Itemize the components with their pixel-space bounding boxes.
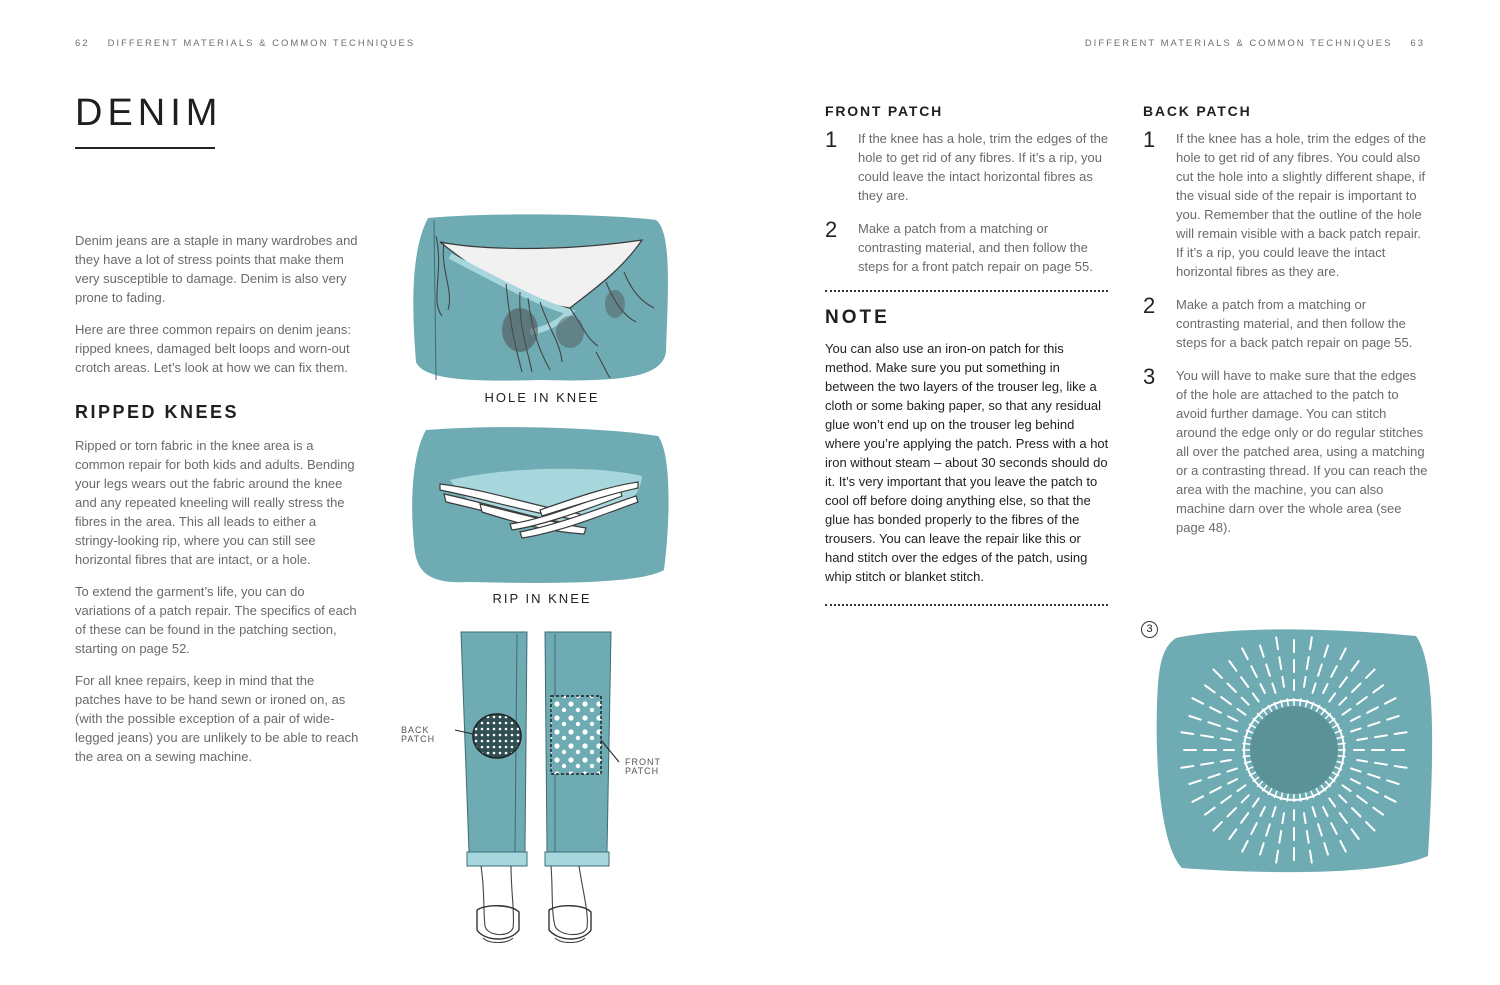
back-patch-steps	[1143, 129, 1428, 537]
intro-paragraph-1: Denim jeans are a staple in many wardrobes and they have a lot of stress points that make them very susceptible to damage. Denim is also very prone to fading.	[75, 233, 358, 305]
note-top-divider	[825, 290, 1108, 292]
note-heading: NOTE	[825, 307, 890, 328]
ripped-knees-paragraph-2: To extend the garment’s life, you can do variations of a patch repair. The specifics of each of these can be found in the patching section, starting on page 52.	[75, 584, 357, 656]
step-text: You will have to make sure that the edges of the hole are attached to the patch to avoid further damage. You can stitch around the edge only or do regular stitches all over the patched area, using a matching or a contrasting thread. If you can reach the area with the machine, you can also machine darn over the whole area (see page 48).	[1176, 368, 1428, 535]
back-patch-step	[1143, 366, 1428, 537]
front-patch-steps	[825, 129, 1110, 276]
ripped-knees-paragraph-1: Ripped or torn fabric in the knee area is a common repair for both kids and adults. Bending your legs wears out the fabric around the knee and any repeated kneeling will really stress the fibres in the area. This all leads to either a stringy-looking rip, where you can still see horizontal fibres that are intact, or a hole.	[75, 438, 355, 567]
hole-in-knee-illustration	[410, 212, 672, 384]
step-number: 3	[1143, 364, 1156, 389]
back-patch-label-line-2: PATCH	[401, 734, 436, 744]
step-number: 1	[825, 127, 838, 152]
back-patch-heading: BACK PATCH	[1143, 103, 1252, 119]
back-patch-label	[401, 726, 435, 744]
left-running-head	[57, 38, 415, 49]
jeans-patches-illustration	[455, 630, 620, 945]
back-patch-stitching-illustration	[1152, 624, 1434, 876]
step-number: 1	[1143, 127, 1156, 152]
rip-in-knee-illustration	[410, 424, 672, 586]
page-title: DENIM	[75, 92, 223, 134]
front-patch-step	[825, 219, 1110, 276]
hole-in-knee-caption: HOLE IN KNEE	[484, 390, 600, 405]
step-text: If the knee has a hole, trim the edges of the hole to get rid of any fibres. If it’s a rip, you could leave the intact horizontal fibres as they are.	[858, 131, 1109, 203]
front-patch-label-line-2: PATCH	[625, 766, 660, 776]
front-patch-column	[825, 103, 1110, 606]
running-head-text-left: DIFFERENT MATERIALS & COMMON TECHNIQUES	[107, 38, 416, 49]
step-text: Make a patch from a matching or contrasting material, and then follow the steps for a back patch repair on page 55.	[1176, 297, 1413, 350]
back-patch-label-line-1: BACK	[401, 725, 430, 735]
running-head-text-right: DIFFERENT MATERIALS & COMMON TECHNIQUES	[1084, 38, 1393, 49]
front-patch-label-line-1: FRONT	[625, 757, 661, 767]
page-number-left: 62	[75, 38, 90, 49]
ripped-knees-paragraph-3: For all knee repairs, keep in mind that the patches have to be hand sewn or ironed on, as (with the possible exception of a pair of wide-legged jeans) you are unlikely to be able to reach the area on a sewing machine.	[75, 673, 359, 764]
rip-in-knee-caption: RIP IN KNEE	[492, 591, 592, 606]
back-patch-step	[1143, 295, 1428, 352]
back-patch-step	[1143, 129, 1428, 281]
left-text-column	[75, 231, 360, 779]
note-bottom-divider	[825, 604, 1108, 606]
right-running-head	[1085, 38, 1443, 49]
step-text: Make a patch from a matching or contrasting material, and then follow the steps for a front patch repair on page 55.	[858, 221, 1093, 274]
front-patch-label	[625, 758, 661, 776]
front-patch-heading: FRONT PATCH	[825, 103, 944, 119]
intro-paragraph-2: Here are three common repairs on denim jeans: ripped knees, damaged belt loops and worn-out crotch areas. Let’s look at how we can fix them.	[75, 322, 352, 375]
step-number: 2	[825, 217, 838, 242]
figure-marker: 3	[1141, 621, 1158, 638]
title-underline	[75, 147, 215, 149]
page-number-right: 63	[1410, 38, 1425, 49]
step-text: If the knee has a hole, trim the edges of the hole to get rid of any fibres. You could also cut the hole into a slightly different shape, if the visual side of the repair is important to you. Remember that the outline of the hole will remain visible with a back patch repair. If it’s a rip, you could leave the intact horizontal fibres as they are.	[1176, 131, 1427, 279]
note-text: You can also use an iron-on patch for this method. Make sure you put something in between the two layers of the trouser leg, like a cloth or some baking paper, so that any residual glue won’t end up on the trouser leg behind where you’re applying the patch. Press with a hot iron without steam – about 30 seconds should do it. It’s very important that you leave the patch to cool off before doing anything else, so that the glue has bonded properly to the fibres of the trousers. You can leave the repair like this or hand stitch over the edges of the patch, using whip stitch or blanket stitch.	[825, 341, 1109, 584]
front-patch-step	[825, 129, 1110, 205]
ripped-knees-heading: RIPPED KNEES	[75, 402, 240, 422]
back-patch-column	[1143, 103, 1428, 551]
step-number: 2	[1143, 293, 1156, 318]
